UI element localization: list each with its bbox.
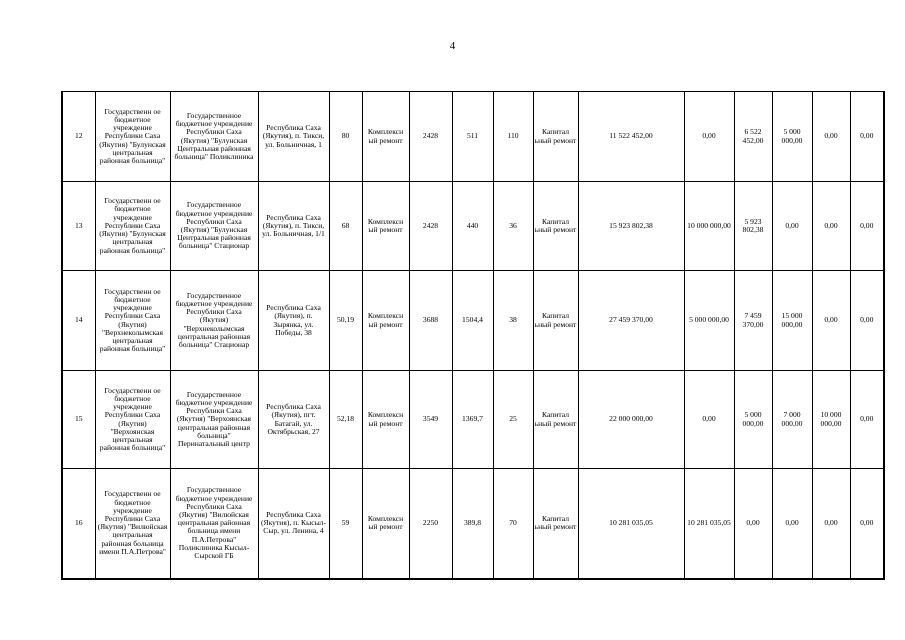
address-cell: Республика Саха (Якутия), п. Зырянка, ул. Победы, 38 — [258, 271, 329, 371]
funding-cell: 0,00 — [850, 182, 884, 271]
institution-cell: Государственн ое бюджетное учреждение Республики Саха (Якутия) "Вилюйская центральная районная больница имени П.А.Петрова" — [95, 469, 170, 579]
value-cell: 440 — [452, 182, 493, 271]
funding-cell: 5 000 000,00 — [684, 271, 734, 371]
object-cell: Государственное бюджетное учреждение Республики Саха (Якутия) "Вилюйская центральная районная больница имени П.А.Петрова" Поликлиника Кысыл-Сырской ГБ — [170, 469, 258, 579]
funding-cell: 0,00 — [684, 92, 734, 182]
institution-cell: Государственн ое бюджетное учреждение Республики Саха (Якутия) "Верхнеколымская центральная районная больница" — [95, 271, 170, 371]
table-body — [62, 92, 884, 579]
page-number: 4 — [449, 40, 456, 52]
funding-cell: 0,00 — [812, 92, 850, 182]
value-cell: 25 — [493, 371, 533, 469]
value-cell: 59 — [329, 469, 362, 579]
total-cost-cell: 15 923 802,38 — [578, 182, 684, 271]
value-cell: 2250 — [409, 469, 452, 579]
row-number-cell: 15 — [62, 371, 95, 469]
funding-cell: 0,00 — [812, 182, 850, 271]
repair-type-cell: Капитал ьный ремонт — [533, 371, 578, 469]
funding-cell: 7 000 000,00 — [772, 371, 812, 469]
value-cell: 36 — [493, 182, 533, 271]
value-cell: 389,8 — [452, 469, 493, 579]
funding-cell: 5 923 802,38 — [734, 182, 772, 271]
value-cell: 38 — [493, 271, 533, 371]
table-row — [62, 271, 884, 371]
object-cell: Государственное бюджетное учреждение Республики Саха (Якутия) "Верхнеколымская центральная районная больница" Стационар — [170, 271, 258, 371]
value-cell: 2428 — [409, 182, 452, 271]
institution-cell: Государственн ое бюджетное учреждение Республики Саха (Якутия) "Булунская центральная районная больница" — [95, 182, 170, 271]
total-cost-cell: 27 459 370,00 — [578, 271, 684, 371]
address-cell: Республика Саха (Якутия), пгт. Батагай, ул. Октябрьская, 27 — [258, 371, 329, 469]
funding-cell: 0,00 — [850, 92, 884, 182]
funding-cell: 10 000 000,00 — [812, 371, 850, 469]
institution-cell: Государственн ое бюджетное учреждение Республики Саха (Якутия) "Верхоянская центральная районная больница" — [95, 371, 170, 469]
value-cell: 68 — [329, 182, 362, 271]
funding-cell: 5 000 000,00 — [734, 371, 772, 469]
row-number-cell: 12 — [62, 92, 95, 182]
work-type-cell: Комплексн ый ремонт — [362, 92, 409, 182]
row-number-cell: 14 — [62, 271, 95, 371]
repair-type-cell: Капитал ьный ремонт — [533, 469, 578, 579]
object-cell: Государственное бюджетное учреждение Республики Саха (Якутия) "Булунская Центральная районная больница" Поликлиника — [170, 92, 258, 182]
object-cell: Государственное бюджетное учреждение Республики Саха (Якутия) "Булунская Центральная районная больница" Стационар — [170, 182, 258, 271]
work-type-cell: Комплексн ый ремонт — [362, 469, 409, 579]
table-row — [62, 92, 884, 182]
work-type-cell: Комплексн ый ремонт — [362, 182, 409, 271]
value-cell: 50,19 — [329, 271, 362, 371]
value-cell: 3688 — [409, 271, 452, 371]
funding-cell: 0,00 — [850, 271, 884, 371]
value-cell: 80 — [329, 92, 362, 182]
funding-cell: 5 000 000,00 — [772, 92, 812, 182]
value-cell: 110 — [493, 92, 533, 182]
work-type-cell: Комплексн ый ремонт — [362, 271, 409, 371]
total-cost-cell: 22 000 000,00 — [578, 371, 684, 469]
funding-cell: 0,00 — [772, 182, 812, 271]
row-number-cell: 13 — [62, 182, 95, 271]
repair-type-cell: Капитал ьный ремонт — [533, 92, 578, 182]
funding-cell: 15 000 000,00 — [772, 271, 812, 371]
repair-program-table — [61, 91, 885, 580]
address-cell: Республика Саха (Якутия), п. Кысыл-Сыр, ул. Ленина, 4 — [258, 469, 329, 579]
object-cell: Государственное бюджетное учреждение Республики Саха (Якутия) "Верхоянская центральная районная больница" Перинатальный центр — [170, 371, 258, 469]
total-cost-cell: 10 281 035,05 — [578, 469, 684, 579]
address-cell: Республика Саха (Якутия), п. Тикси, ул. Больничная, 1 — [258, 92, 329, 182]
value-cell: 1369,7 — [452, 371, 493, 469]
funding-cell: 6 522 452,00 — [734, 92, 772, 182]
table-row — [62, 182, 884, 271]
institution-cell: Государственн ое бюджетное учреждение Республики Саха (Якутия) "Булунская центральная районная больница" — [95, 92, 170, 182]
value-cell: 2428 — [409, 92, 452, 182]
funding-cell: 7 459 370,00 — [734, 271, 772, 371]
funding-cell: 0,00 — [850, 469, 884, 579]
funding-cell: 0,00 — [850, 371, 884, 469]
funding-cell: 0,00 — [812, 271, 850, 371]
value-cell: 3549 — [409, 371, 452, 469]
value-cell: 1504,4 — [452, 271, 493, 371]
value-cell: 52,18 — [329, 371, 362, 469]
row-number-cell: 16 — [62, 469, 95, 579]
funding-cell: 10 281 035,05 — [684, 469, 734, 579]
funding-cell: 0,00 — [812, 469, 850, 579]
value-cell: 70 — [493, 469, 533, 579]
repair-type-cell: Капитал ьный ремонт — [533, 271, 578, 371]
work-type-cell: Комплексн ый ремонт — [362, 371, 409, 469]
value-cell: 511 — [452, 92, 493, 182]
total-cost-cell: 11 522 452,00 — [578, 92, 684, 182]
repair-type-cell: Капитал ьный ремонт — [533, 182, 578, 271]
address-cell: Республика Саха (Якутия), п. Тикси, ул. Больничная, 1/1 — [258, 182, 329, 271]
funding-cell: 0,00 — [684, 371, 734, 469]
funding-cell: 10 000 000,00 — [684, 182, 734, 271]
funding-cell: 0,00 — [734, 469, 772, 579]
funding-cell: 0,00 — [772, 469, 812, 579]
table-row — [62, 371, 884, 469]
table-row — [62, 469, 884, 579]
